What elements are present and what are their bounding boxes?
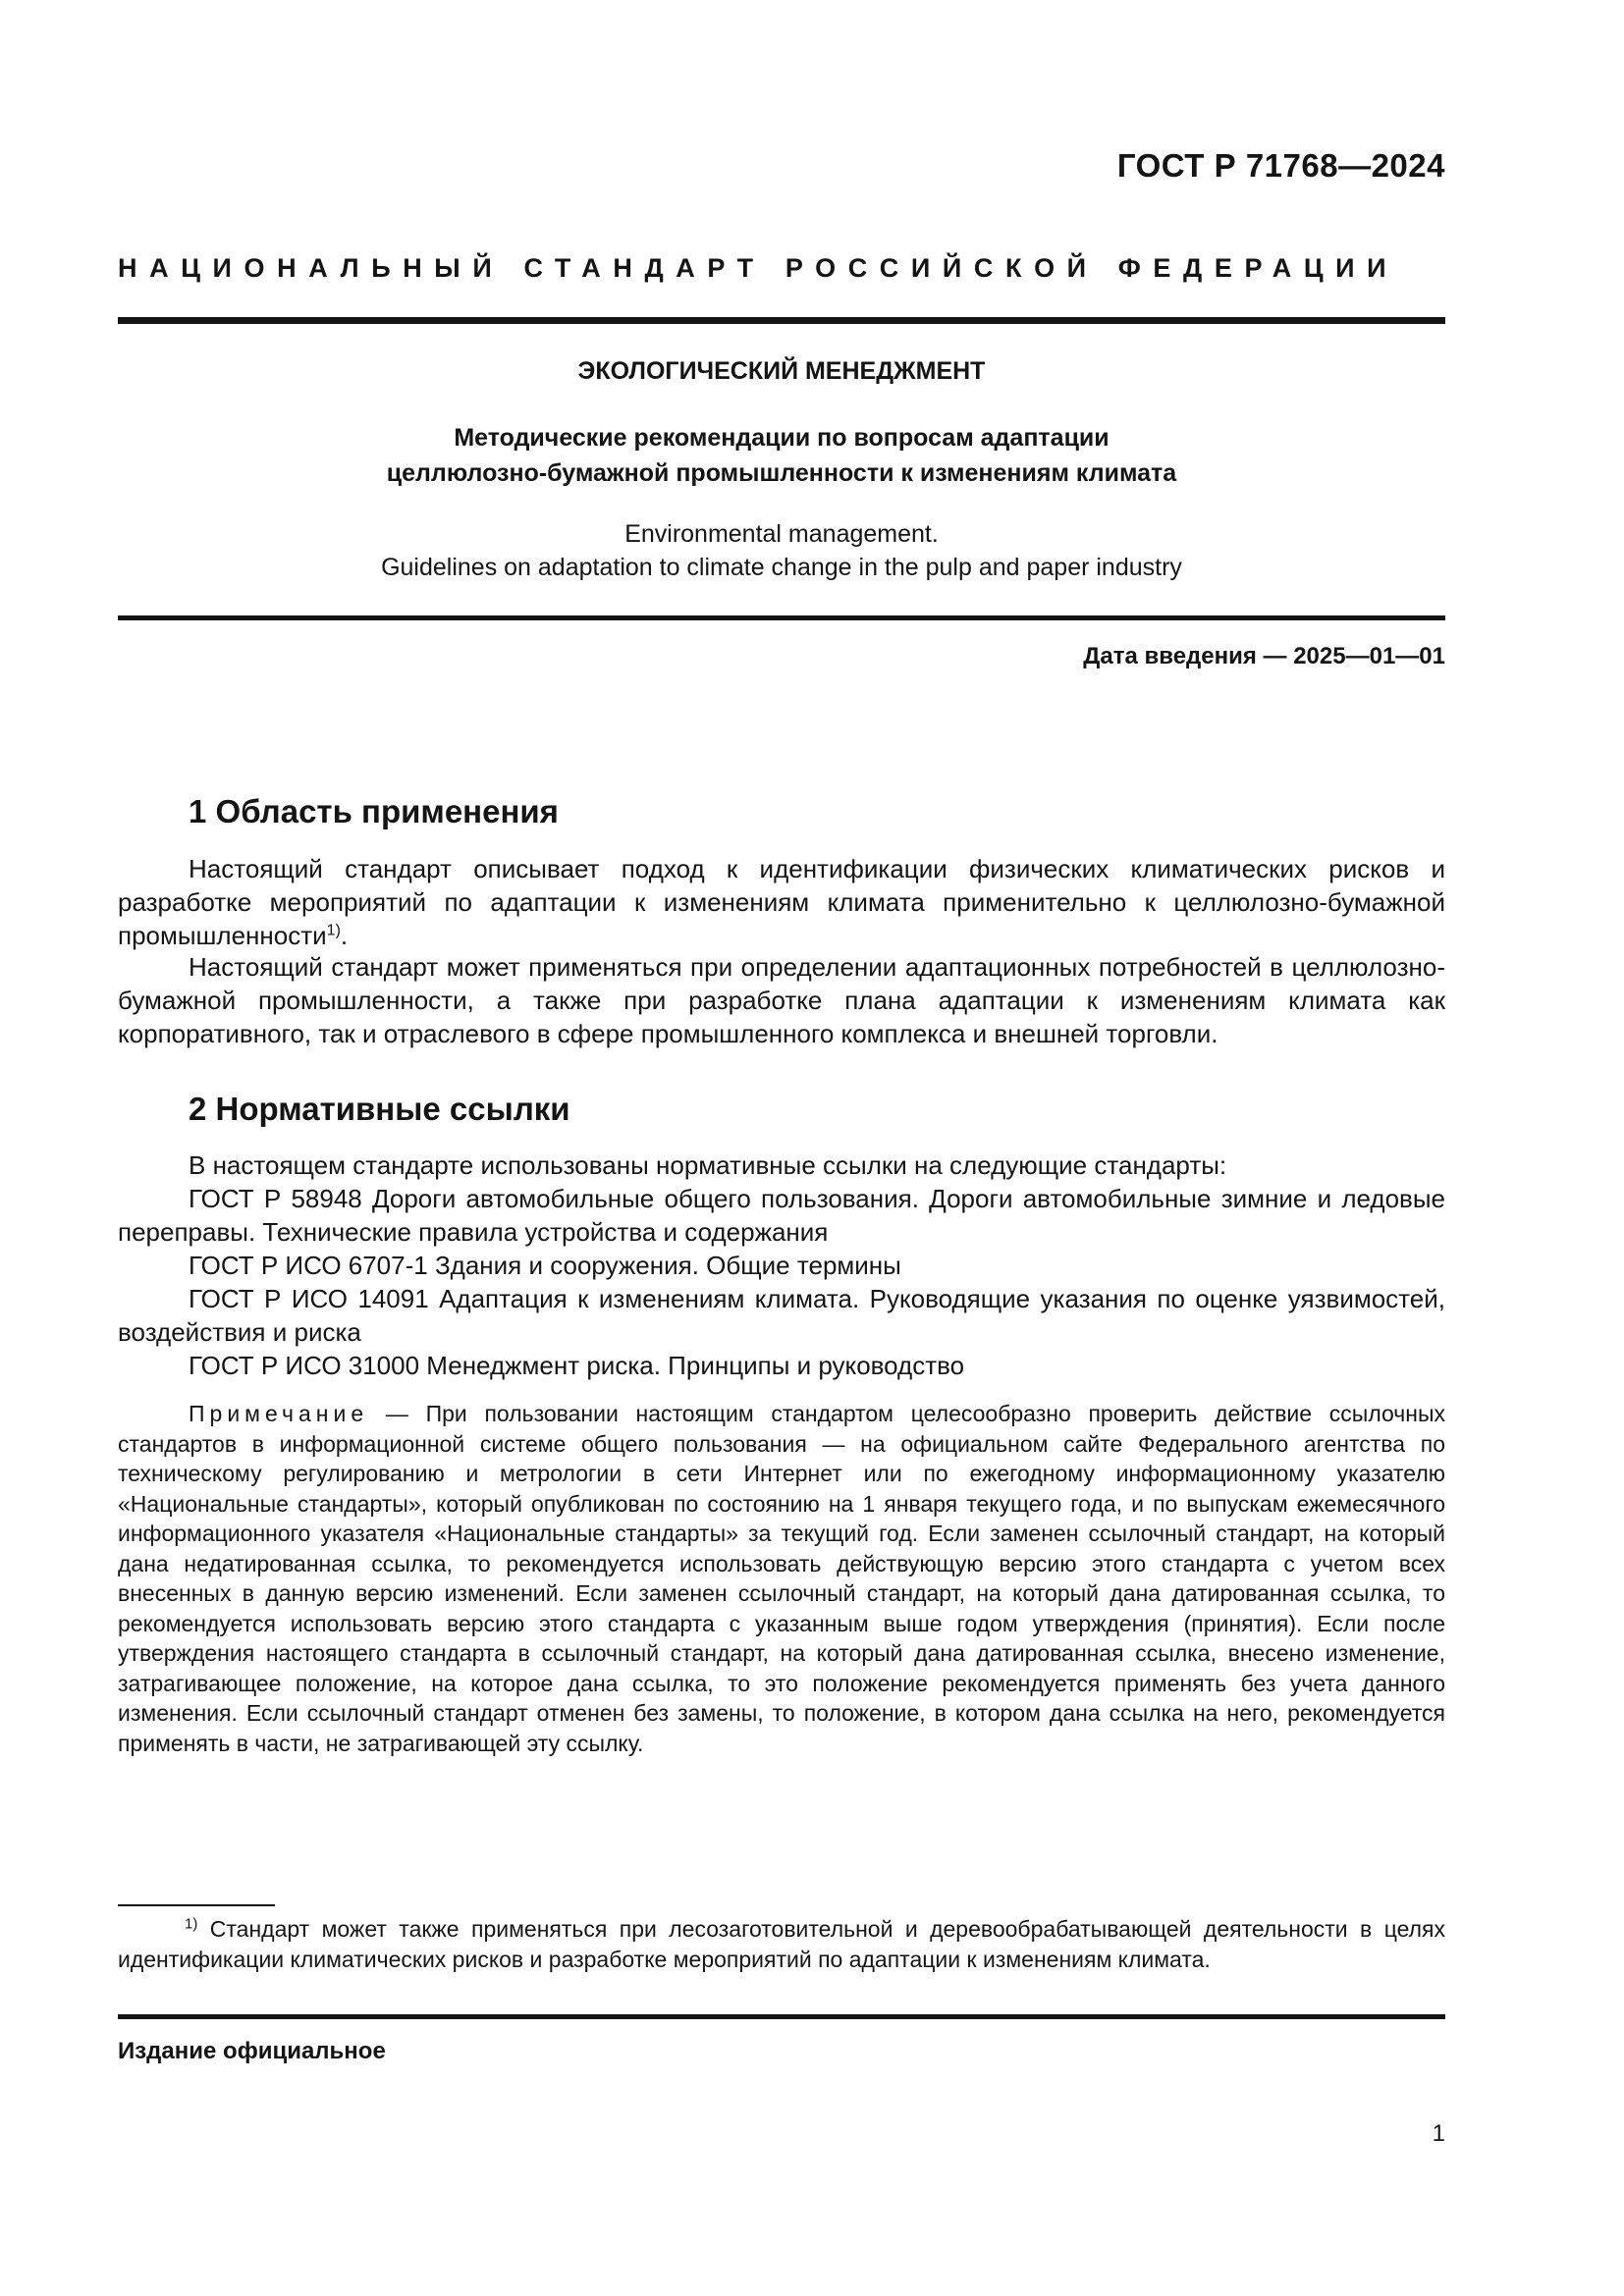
footer-divider (118, 2014, 1445, 2019)
document-title: ЭКОЛОГИЧЕСКИЙ МЕНЕДЖМЕНТ (577, 357, 986, 385)
reference-item (118, 1282, 1445, 1349)
reference-item (118, 1349, 1445, 1382)
subtitle-line-1: Методические рекомендации по вопросам адаптации (454, 424, 1110, 452)
reference-text: ГОСТ Р 58948 Дороги автомобильные общего пользования. Дороги автомобильные зимние и ледовые переправы. Технические правила устройства и содержания (118, 1184, 1445, 1247)
footnote-text: Стандарт может также применяться при лесозаготовительной и деревообрабатывающей деятельности в целях идентификации климатических рисков и разработке мероприятий по адаптации к изменениям климата. (118, 1916, 1446, 1972)
note-text: — При пользовании настоящим стандартом целесообразно проверить действие ссылочных стандартов в информационной системе общего пользования — на официальном сайте Федерального агентства по техническому регулированию и метрологии в сети Интернет или по ежегодному информационному указателю «Национальные стандарты», который опубликован по состоянию на 1 января текущего года, и по выпускам ежемесячного информационного указателя «Национальные стандарты» за текущий год. Если заменен ссылочный стандарт, на который дана недатированная ссылка, то рекомендуется использовать действующую версию этого стандарта с учетом всех внесенных в данную версию изменений. Если заменен ссылочный стандарт, на который дана датированная ссылка, то рекомендуется использовать версию этого стандарта с указанным выше годом утверждения (принятия). Если после утверждения настоящего стандарта в ссылочный стандарт, на который дана датированная ссылка, внесено изменение, затрагивающее положение, на которое дана ссылка, то это положение рекомендуется применять без учета данного изменения. Если ссылочный стандарт отменен без замены, то положение, в котором дана ссылка на него, рекомендуется применять в части, не затрагивающей эту ссылку. (118, 1401, 1445, 1756)
section-1-paragraph-2-text: Настоящий стандарт может применяться при определении адаптационных потребностей в целлюлозно-бумажной промышленности, а также при разработке плана адаптации к изменениям климата как корпоративного, так и отраслевого в сфере промышленного комплекса и внешней торговли. (118, 952, 1445, 1048)
english-title-line-2: Guidelines on adaptation to climate change in the pulp and paper industry (381, 554, 1182, 581)
introduction-date: Дата введения — 2025—01—01 (1083, 643, 1445, 669)
document-number: ГОСТ Р 71768—2024 (1116, 147, 1445, 184)
footnote (118, 1914, 1445, 1975)
section-2-heading: 2 Нормативные ссылки (189, 1091, 570, 1127)
top-divider (118, 317, 1445, 324)
reference-text: ГОСТ Р ИСО 6707-1 Здания и сооружения. Общие термины (189, 1251, 901, 1280)
section-1-paragraph-2 (118, 950, 1445, 1050)
section-1-paragraph-1 (118, 852, 1445, 952)
section-1-heading: 1 Область применения (189, 793, 559, 829)
document-subtitle (118, 420, 1445, 491)
reference-item (118, 1182, 1445, 1249)
footnote-mark: 1) (185, 1915, 198, 1933)
english-title-line-1: Environmental management. (624, 520, 939, 548)
note-label: Примечание (189, 1401, 369, 1426)
english-title (118, 517, 1445, 584)
subtitle-line-2: целлюлозно-бумажной промышленности к изменениям климата (386, 459, 1177, 487)
references-intro-text: В настоящем стандарте использованы нормативные ссылки на следующие стандарты: (189, 1150, 1227, 1180)
national-standard-banner: НАЦИОНАЛЬНЫЙ СТАНДАРТ РОССИЙСКОЙ ФЕДЕРАЦИИ (118, 253, 1399, 283)
reference-text: ГОСТ Р ИСО 14091 Адаптация к изменениям климата. Руководящие указания по оценке уязвимостей, воздействия и риска (118, 1284, 1445, 1347)
section-1-paragraph-1-end: . (340, 921, 349, 950)
section-1-paragraph-1-text: Настоящий стандарт описывает подход к идентификации физических климатических рисков и разработке мероприятий по адаптации к изменениям климата применительно к целлюлозно-бумажной промышленности (118, 854, 1445, 950)
references-intro (118, 1148, 1445, 1182)
normative-references-list (118, 1148, 1445, 1382)
reference-item (118, 1249, 1445, 1282)
official-edition-label: Издание официальное (118, 2038, 386, 2064)
title-divider (118, 615, 1445, 620)
footnote-divider (118, 1904, 275, 1906)
footnote-reference: 1) (326, 922, 341, 939)
reference-text: ГОСТ Р ИСО 31000 Менеджмент риска. Принципы и руководство (189, 1351, 965, 1380)
page-number: 1 (1432, 2120, 1445, 2147)
references-note (118, 1399, 1445, 1758)
